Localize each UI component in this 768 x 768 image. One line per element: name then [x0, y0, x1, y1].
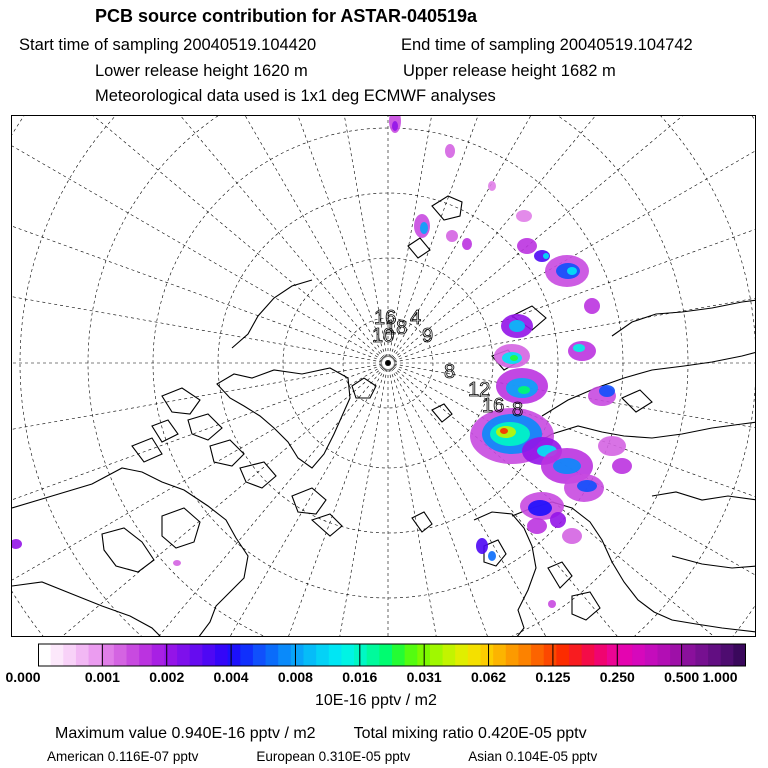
concentration-blob [562, 528, 582, 544]
colorbar-swatch [76, 644, 89, 666]
map-overlay-label: 16 [374, 307, 397, 329]
meridian-line [12, 363, 388, 637]
colorbar-tick-label: 0.000 [5, 669, 41, 685]
colorbar-swatch [291, 644, 304, 666]
map-overlay-label: 16 [482, 395, 505, 417]
concentration-blob [420, 222, 428, 234]
meridian-line [249, 363, 388, 637]
colorbar-swatch [316, 644, 329, 666]
colorbar-swatch [569, 644, 582, 666]
concentration-blob [598, 436, 626, 456]
american-text: American 0.116E-07 pptv [47, 749, 199, 764]
colorbar-swatch [304, 644, 317, 666]
concentration-blob [446, 230, 458, 242]
meridian-line [12, 116, 388, 363]
colorbar-tick-label: 0.500 [664, 669, 700, 685]
map-svg [12, 116, 756, 637]
total-mixing-text: Total mixing ratio 0.420E-05 pptv [353, 725, 587, 742]
figure-title: PCB source contribution for ASTAR-040519a [95, 6, 478, 26]
colorbar-swatch [240, 644, 253, 666]
colorbar-swatch [63, 644, 76, 666]
colorbar-swatch [708, 644, 721, 666]
colorbar-tick-label: 0.004 [213, 669, 249, 685]
meridian-line [12, 116, 388, 363]
map-overlay-label: 18 [385, 317, 408, 339]
colorbar-tick-label: 0.002 [149, 669, 185, 685]
asian-text: Asian 0.104E-05 pptv [468, 749, 598, 764]
concentration-blob [516, 210, 532, 222]
colorbar-swatch [620, 644, 633, 666]
concentration-blob [500, 428, 508, 434]
colorbar-swatch [278, 644, 291, 666]
colorbar-swatch [607, 644, 620, 666]
colorbar-swatch [215, 644, 228, 666]
lower-height-text: Lower release height 1620 m [95, 62, 308, 80]
meridian-line [114, 116, 388, 363]
concentration-blob [476, 538, 488, 554]
colorbar-swatch [341, 644, 354, 666]
colorbar-swatch [556, 644, 569, 666]
concentration-blob [392, 121, 398, 131]
concentration-blob [518, 386, 530, 394]
coastlines [12, 196, 756, 637]
colorbar-swatch [89, 644, 102, 666]
meridian-line [12, 116, 388, 363]
map-overlay-label: 10 [372, 325, 395, 347]
colorbar-swatch [455, 644, 468, 666]
colorbar [38, 643, 746, 667]
colorbar-swatch [329, 644, 342, 666]
max-value-text: Maximum value 0.940E-16 pptv / m2 [55, 725, 316, 742]
meridian-line [388, 116, 756, 363]
colorbar-tick-label: 0.250 [599, 669, 635, 685]
colorbar-swatch [38, 644, 51, 666]
concentration-blob [462, 238, 472, 250]
colorbar-swatch [645, 644, 658, 666]
concentration-blob [173, 560, 181, 566]
concentration-blob [488, 551, 496, 561]
map-panel [11, 115, 756, 637]
colorbar-swatch [379, 644, 392, 666]
map-overlay-label: 4 [410, 307, 422, 329]
concentration-field [12, 116, 632, 608]
colorbar-swatch [177, 644, 190, 666]
colorbar-swatch [695, 644, 708, 666]
colorbar-swatch [202, 644, 215, 666]
meridian-line [12, 363, 388, 637]
colorbar-swatch [405, 644, 418, 666]
colorbar-swatch [544, 644, 557, 666]
meridian-line [12, 363, 388, 637]
colorbar-tick-label: 0.031 [406, 669, 442, 685]
colorbar-swatch [493, 644, 506, 666]
concentration-blob [527, 518, 547, 534]
start-time-text: Start time of sampling 20040519.104420 [19, 36, 317, 54]
colorbar-swatch [683, 644, 696, 666]
concentration-blob [445, 144, 455, 158]
meridian-line [388, 116, 756, 363]
colorbar-swatch [443, 644, 456, 666]
concentration-blob [599, 385, 615, 397]
meridian-line [388, 224, 756, 363]
colorbar-swatch [531, 644, 544, 666]
concentration-blob [510, 355, 518, 361]
concentration-blob [543, 253, 549, 259]
colorbar-tick-label: 0.001 [84, 669, 120, 685]
colorbar-swatch [658, 644, 671, 666]
concentration-blob [584, 298, 600, 314]
colorbar-swatch [228, 644, 241, 666]
concentration-blob [567, 267, 577, 275]
colorbar-tick-label: 1.000 [702, 669, 738, 685]
colorbar-swatch [582, 644, 595, 666]
concentration-blob [488, 181, 496, 191]
colorbar-unit-label: 10E-16 pptv / m2 [315, 692, 437, 709]
concentration-blob [528, 500, 552, 516]
colorbar-swatch [392, 644, 405, 666]
colorbar-swatch [101, 644, 114, 666]
colorbar-swatch [733, 644, 746, 666]
colorbar-swatch [354, 644, 367, 666]
colorbar-swatch [139, 644, 152, 666]
concentration-blob [612, 458, 632, 474]
colorbar-swatch [518, 644, 531, 666]
colorbar-swatch [190, 644, 203, 666]
colorbar-swatch [266, 644, 279, 666]
colorbar-swatch [430, 644, 443, 666]
upper-height-text: Upper release height 1682 m [403, 62, 616, 80]
meridian-line [12, 116, 388, 363]
colorbar-swatch [721, 644, 734, 666]
colorbar-swatch [481, 644, 494, 666]
met-data-text: Meteorological data used is 1x1 deg ECMWF analyses [95, 87, 496, 105]
colorbar-tick-label: 0.008 [277, 669, 313, 685]
meridian-line [12, 116, 388, 363]
colorbar-swatch [506, 644, 519, 666]
colorbar-swatch [114, 644, 127, 666]
colorbar-swatch [51, 644, 64, 666]
concentration-blob [509, 320, 525, 332]
colorbar-swatch [367, 644, 380, 666]
concentration-blob [517, 238, 537, 254]
concentration-blob [577, 480, 597, 492]
map-overlay-label: 8 [444, 361, 456, 383]
map-overlay-label: 8 [512, 399, 524, 421]
map-overlay-label: 12 [468, 379, 491, 401]
meridian-line [249, 116, 388, 363]
regional-contributions [47, 749, 597, 764]
max-value-line [55, 725, 587, 743]
colorbar-swatch [632, 644, 645, 666]
concentration-blob [553, 458, 581, 474]
meridian-line [12, 363, 388, 637]
meridian-line [388, 363, 527, 637]
meridian-line [388, 116, 756, 363]
concentration-blob [12, 539, 22, 549]
meridian-line [12, 363, 388, 637]
concentration-blob [548, 600, 556, 608]
colorbar-swatch [127, 644, 140, 666]
colorbar-swatch [594, 644, 607, 666]
colorbar-tick-label: 0.062 [471, 669, 507, 685]
colorbar-swatch [253, 644, 266, 666]
colorbar-tick-label: 0.125 [535, 669, 571, 685]
european-text: European 0.310E-05 pptv [256, 749, 411, 764]
concentration-blob [550, 512, 566, 528]
end-time-text: End time of sampling 20040519.104742 [401, 36, 693, 54]
meridian-line [388, 116, 756, 363]
concentration-blob [573, 344, 585, 352]
map-overlay-label: 9 [422, 325, 434, 347]
colorbar-tick-label: 0.016 [342, 669, 378, 685]
meridian-line [388, 116, 756, 363]
colorbar-swatch [152, 644, 165, 666]
latitude-circle [12, 116, 756, 637]
graticule [12, 116, 756, 637]
colorbar-swatch [468, 644, 481, 666]
